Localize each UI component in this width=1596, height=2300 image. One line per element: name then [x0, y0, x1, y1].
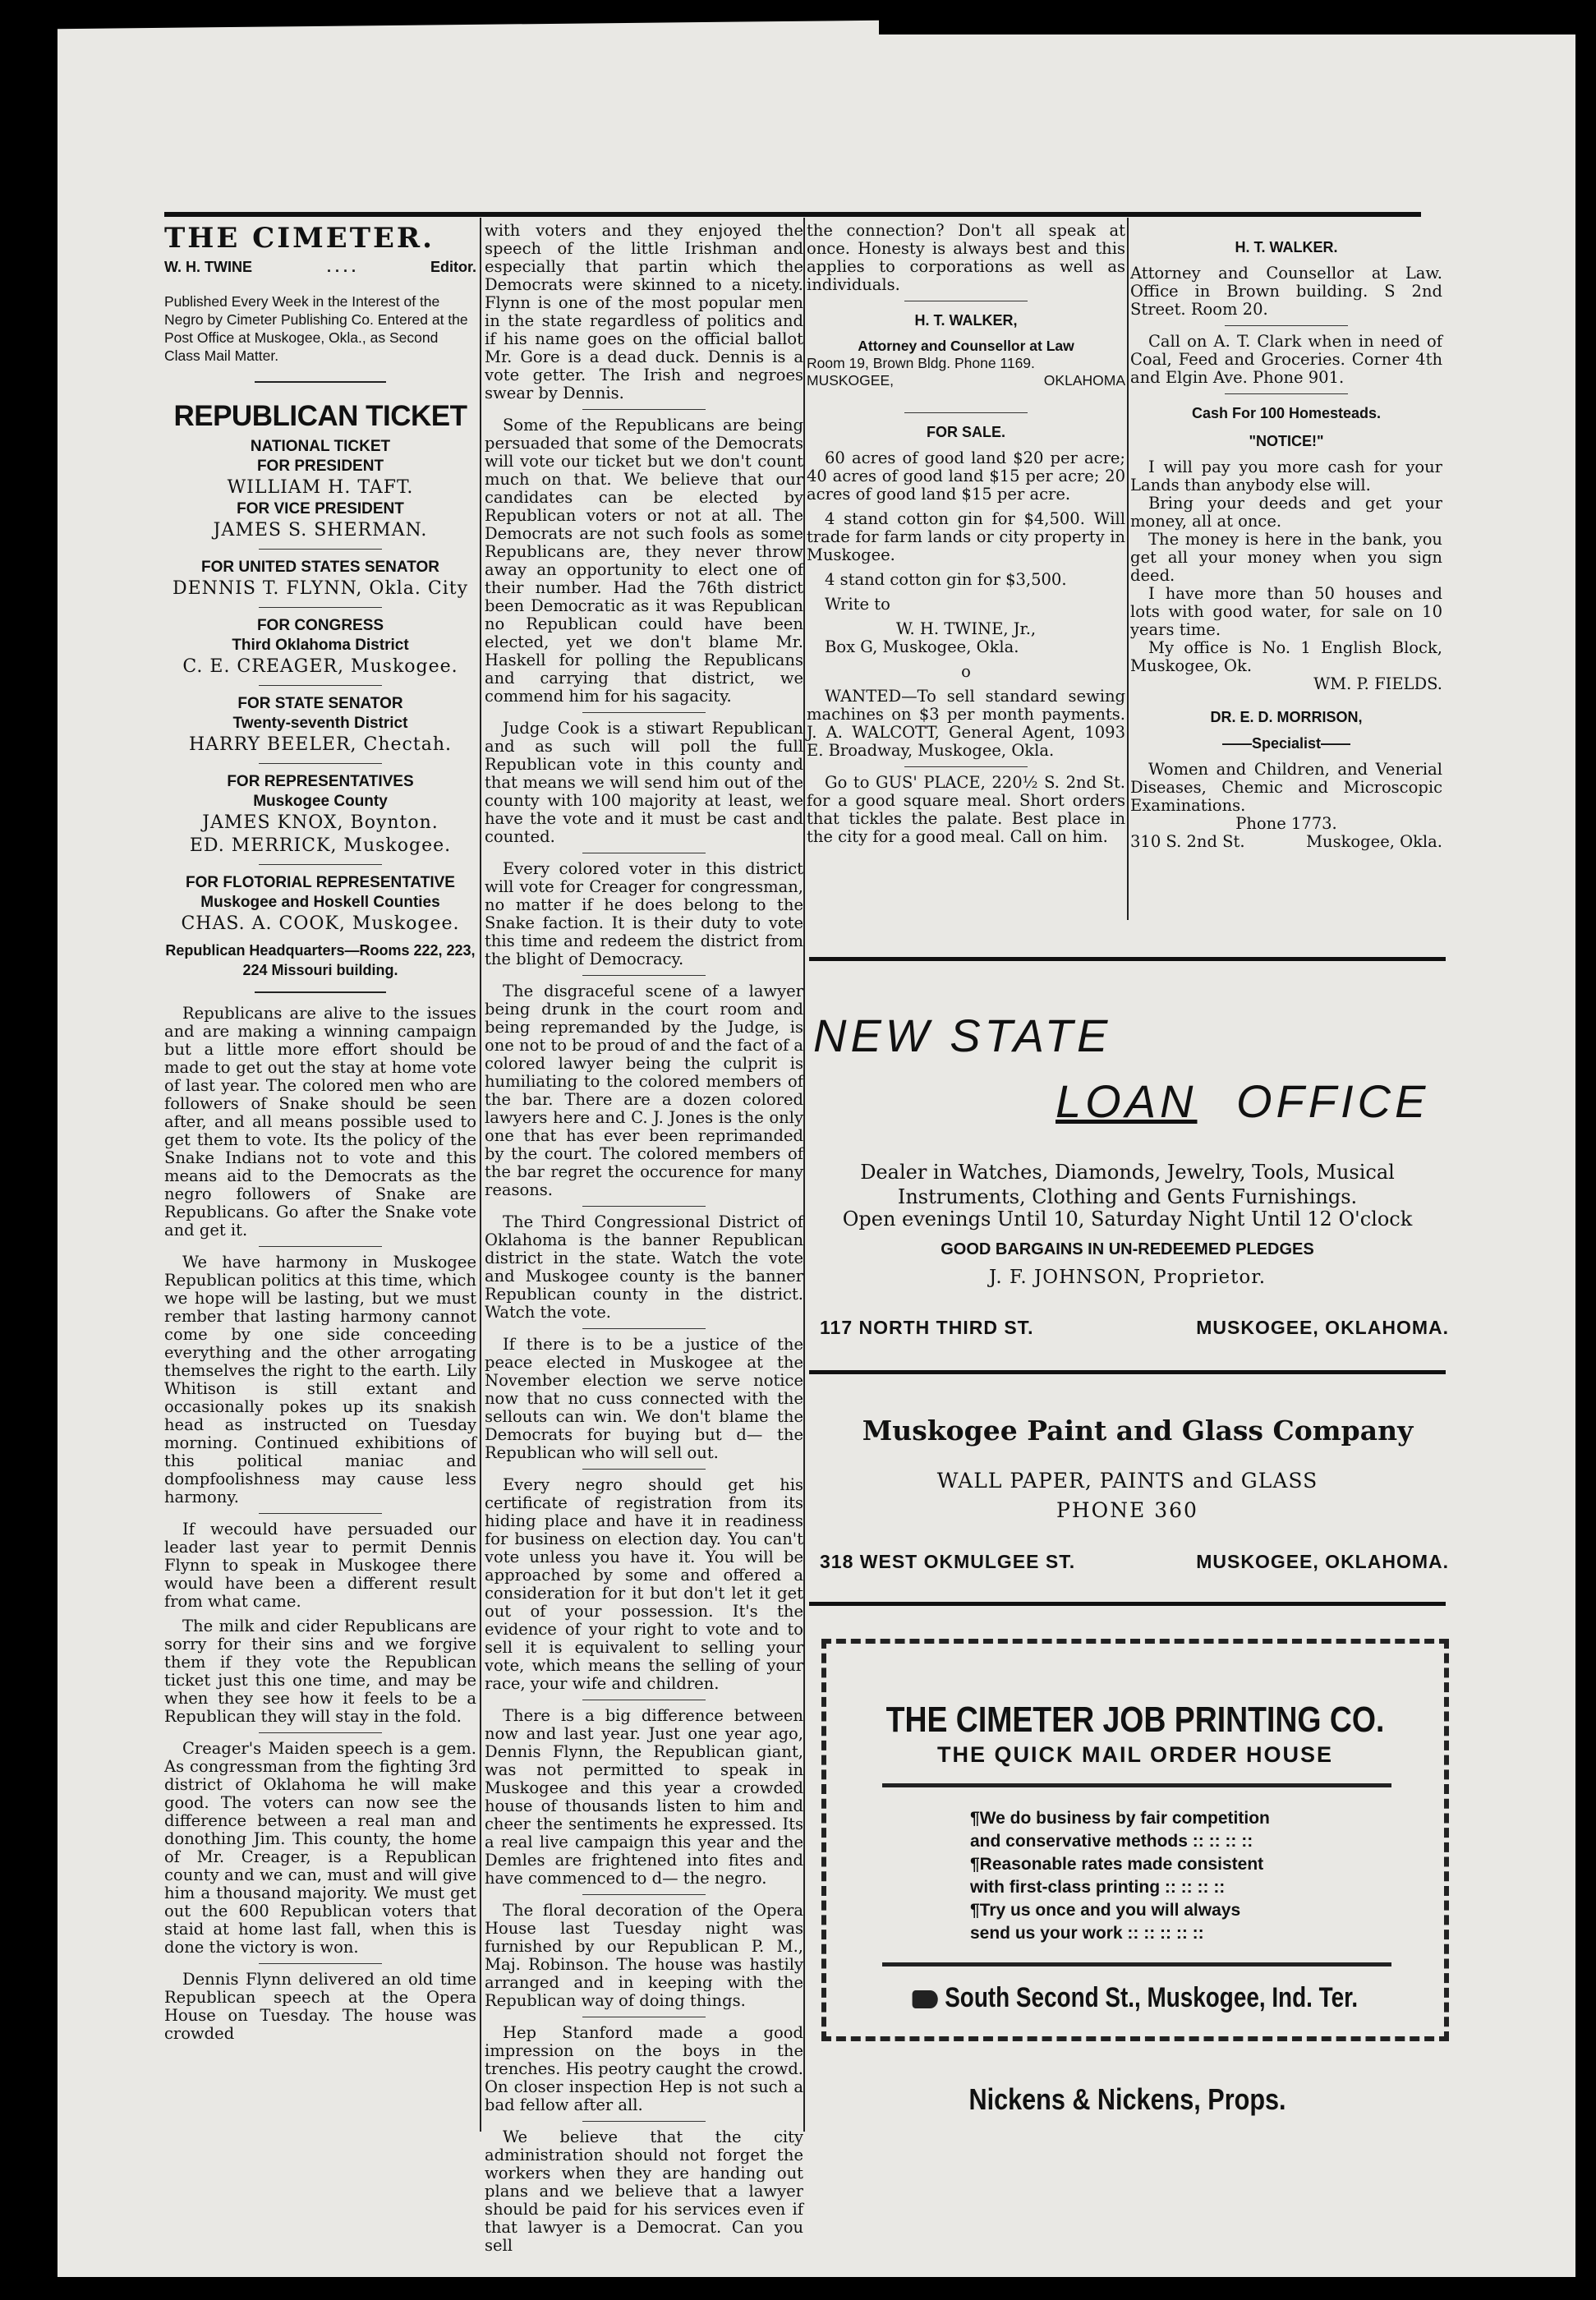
ticket-candidate: C. E. CREAGER, Muskogee. — [182, 656, 458, 677]
printing-ad-subtitle: THE QUICK MAIL ORDER HOUSE — [936, 1742, 1334, 1767]
loan-ad-line: GOOD BARGAINS IN UN-REDEEMED PLEDGES — [941, 1240, 1314, 1258]
divider — [582, 2121, 706, 2122]
specialist-label: ——Specialist—— — [1221, 735, 1351, 752]
article-paragraph: the connection? Don't all speak at once. Honesty is always best and this applies to corporations as well as individuals. — [807, 221, 1125, 294]
paint-ad-city: MUSKOGEE, OKLAHOMA. — [1196, 1551, 1449, 1572]
notice-paragraph: Bring your deeds and get your money, all at once. — [1130, 494, 1442, 531]
loan-ad-title: NEW STATE — [813, 1010, 1112, 1061]
divider — [259, 685, 382, 686]
sale-item: 4 stand cotton gin for $4,500. Will trade for farm lands or city property in Muskogee. — [807, 509, 1125, 564]
printing-ad-item: ¶We do business by fair competition — [970, 1809, 1270, 1828]
ticket-office: FOR CONGRESS — [256, 617, 384, 634]
ticket-candidate: DENNIS T. FLYNN, Okla. City — [172, 578, 469, 599]
divider — [582, 1894, 706, 1895]
paint-ad-line: PHONE 360 — [1056, 1498, 1198, 1522]
article-paragraph: There is a big difference between now and last year. Just one year ago, Dennis Flynn, the Republican giant, was not permitted to speak in Muskogee and this year a crowded house of thousands listen to him and cheer the sentiments he expressed. Its a real live campaign this year and the Demles are frightened into fites and have commenced to d— the negro. — [485, 1706, 803, 1888]
paint-ad-address-row — [820, 1551, 1449, 1573]
loan-ad-address: 117 NORTH THIRD ST. — [820, 1317, 1034, 1338]
article-paragraph: Judge Cook is a stiwart Republican and as such will poll the full Republican vote in this county and that means we will send him out of the county with 100 majority at least, we have the vote and it must be cast and counted. — [485, 719, 803, 846]
divider — [259, 763, 382, 764]
morrison-address: 310 S. 2nd St. — [1130, 832, 1245, 851]
article-paragraph: Some of the Republicans are being persuaded that some of the Democrats will vote our ticket but we don't count much on that. We believe that our candidates can be elected by Republican voters or not at all. The Democrats are not such fools as some Republicans are, they never throw away an opportunity to elect one of their number. Had the 76th district been Democratic as it was Republican no Republican could have been elected, yet we don't blame Mr. Haskell for polling the Republicans and carrying that district, we commend him for his sagacity. — [485, 416, 803, 706]
column-rule — [1127, 218, 1129, 920]
article-paragraph: If there is to be a justice of the peace elected in Muskogee at the November election we serve notice now that no cuss connected with the sellouts can win. We don't blame the Democrats for buying but d— the Republican who will sell out. — [485, 1335, 803, 1462]
walker-ad-city-row — [807, 372, 1125, 389]
ticket-candidate: CHAS. A. COOK, Muskogee. — [181, 913, 460, 934]
divider — [255, 381, 386, 383]
article-paragraph: We have harmony in Muskogee Republican politics at this time, which we hope will be lasting, but we must rember that lasting harmony cannot come by one side conceeding everything and the other arrogating themselves the right to the earth. Lily Whitison is still extant and occasionally pokes up its snakish head as instructed on Tuesday morning. Continued exhibitions of this political maniac and dompfoolishness may cause less harmony. — [164, 1253, 476, 1506]
walker-ad-city: MUSKOGEE, — [807, 372, 894, 389]
article-paragraph: with voters and they enjoyed the speech of the little Irishman and especially that partin which the Democrats were skinned to a nicety. Flynn is one of the most popular men in the state regardless of politics and if his name goes on the official ballot Mr. Gore is a dead duck. Dennis is a vote getter. The Irish and negroes swear by Dennis. — [485, 221, 803, 402]
article-paragraph: Republicans are alive to the issues and are making a winning campaign but a little more effort should be made to get out the stay at home vote of last year. The colored men who are followers of Snake should be seen after, and all means possible used to get them to vote. Its the policy of the Snake Indians not to vote and this means aid to the Democrats as the negro followers of Snake are Republicans. Go after the Snake vote and get it. — [164, 1004, 476, 1240]
morrison-address-row — [1130, 833, 1442, 851]
walker-ad-head: H. T. WALKER. — [1235, 239, 1338, 255]
ad-rule — [809, 1370, 1446, 1374]
ticket-office: FOR VICE PRESIDENT — [237, 500, 404, 518]
ticket-candidate: JAMES S. SHERMAN. — [213, 520, 428, 540]
divider — [259, 1513, 382, 1514]
divider — [582, 409, 706, 410]
article-paragraph: Hep Stanford made a good impression on the boys in the trenches. His peotry caught the crowd. On closer inspection Hep is not such a bad fellow after all. — [485, 2023, 803, 2114]
divider — [255, 991, 386, 993]
cash-ad-head: Cash For 100 Homesteads. — [1191, 405, 1382, 421]
printing-ad-title: THE CIMETER JOB PRINTING CO. — [885, 1700, 1385, 1740]
column-rule — [803, 218, 805, 2132]
ticket-candidate: WILLIAM H. TAFT. — [227, 477, 414, 498]
ticket-candidate: ED. MERRICK, Muskogee. — [189, 835, 452, 856]
loan-ad-line: Open evenings Until 10, Saturday Night Until 12 O'clock — [842, 1208, 1413, 1230]
printing-ad-rule — [882, 1783, 1391, 1787]
article-paragraph: We believe that the city administration should not forget the workers when they are handing out plans and we believe that a lawyer should be paid for his services even if that lawyer is a Democrat. Can you sell — [485, 2128, 803, 2255]
ticket-district: Third Oklahoma District — [232, 637, 409, 654]
divider — [582, 1328, 706, 1329]
morrison-ad-head: DR. E. D. MORRISON, — [1210, 709, 1363, 725]
divider — [582, 1206, 706, 1207]
ad-rule — [809, 957, 1446, 961]
ticket-district: Twenty-seventh District — [232, 715, 408, 732]
divider — [259, 549, 382, 550]
walker-ad-state: OKLAHOMA — [1043, 372, 1125, 389]
notice-paragraph: I have more than 50 houses and lots with good water, for sale on 10 years time. — [1130, 584, 1442, 639]
printing-ad-rule — [882, 1962, 1391, 1966]
divider — [259, 1246, 382, 1247]
morrison-ad-text: Women and Children, and Venerial Diseases, Chemic and Microscopic Examinations. — [1130, 760, 1442, 815]
article-paragraph: The Third Congressional District of Oklahoma is the banner Republican district in the state. Watch the vote and Muskogee county is the banner Republican county in the district. Watch the vote. — [485, 1212, 803, 1322]
paint-ad-address: 318 WEST OKMULGEE ST. — [820, 1551, 1076, 1572]
ticket-national: NATIONAL TICKET — [250, 438, 391, 455]
fields-signature: WM. P. FIELDS. — [1313, 674, 1442, 693]
column-4 — [1130, 222, 1442, 928]
article-paragraph: If wecould have persuaded our leader last year to permit Dennis Flynn to speak in Muskogee there would have been a different result from what came. — [164, 1520, 476, 1611]
walker-ad-text: Attorney and Counsellor at Law. Office in Brown building. S 2nd Street. Room 20. — [1130, 264, 1442, 319]
editor-label: Editor. — [430, 259, 476, 275]
notice-paragraph: My office is No. 1 English Block, Muskogee, Ok. — [1130, 638, 1442, 675]
divider — [904, 412, 1028, 413]
ticket-office: FOR REPRESENTATIVES — [227, 773, 414, 790]
ticket-candidate: JAMES KNOX, Boynton. — [202, 812, 439, 833]
divider — [582, 1469, 706, 1470]
sale-write: Write to — [825, 595, 890, 614]
divider — [582, 975, 706, 976]
loan-ad-title: OFFICE — [1236, 1075, 1430, 1127]
sale-name: W. H. TWINE, Jr., — [895, 619, 1037, 638]
column-3 — [807, 222, 1125, 936]
walker-ad-head: H. T. WALKER, — [914, 312, 1018, 329]
editor-name: W. H. TWINE — [164, 259, 252, 275]
loan-ad-address-row — [820, 1317, 1449, 1339]
ticket-district: Muskogee and Hoskell Counties — [200, 894, 440, 911]
paint-ad-title: Muskogee Paint and Glass Company — [862, 1414, 1414, 1447]
loan-ad-city: MUSKOGEE, OKLAHOMA. — [1196, 1317, 1449, 1338]
printing-ad-item: ¶Reasonable rates made consistent — [970, 1855, 1264, 1874]
pointing-hand-icon — [913, 1990, 938, 2008]
loan-ad-line: Dealer in Watches, Diamonds, Jewelry, Tools, Musical Instruments, Clothing and Gents Furnishings. — [860, 1161, 1395, 1208]
divider — [259, 1963, 382, 1964]
divider — [904, 766, 1028, 767]
headquarters-note: Republican Headquarters—Rooms 222, 223, 224 Missouri building. — [165, 942, 476, 978]
notice-paragraph: I will pay you more cash for your Lands than anybody else will. — [1130, 458, 1442, 494]
printing-ad-address-row — [882, 1982, 1389, 2014]
sale-item: 4 stand cotton gin for $3,500. — [825, 570, 1067, 589]
gus-ad: Go to GUS' PLACE, 220½ S. 2nd St. for a good square meal. Short orders that tickles the palate. Best place in the city for a good meal. Call on him. — [807, 773, 1125, 846]
printing-ad-item: send us your work :: :: :: :: :: — [970, 1924, 1204, 1943]
divider — [1225, 393, 1348, 394]
ad-rule — [809, 1602, 1446, 1606]
loan-ad-line: J. F. JOHNSON, Proprietor. — [988, 1267, 1267, 1288]
article-paragraph: The disgraceful scene of a lawyer being drunk in the court room and being repremanded by the Judge, is one not to be proud of and the fact of a colored lawyer being the culprit is humiliating to the colored members of the bar. There are a dozen colored lawyers here and C. J. Jones is the only one that has ever been reprimanded by the court. The colored members of the bar regret the occurence for many reasons. — [485, 982, 803, 1199]
masthead-title: THE CIMETER. — [164, 222, 435, 255]
notice-head: "NOTICE!" — [1249, 433, 1324, 449]
ticket-office: FOR PRESIDENT — [256, 458, 384, 475]
article-paragraph: Every negro should get his certificate of registration from its hiding place and have it in readiness for business on election day. You can't vote unless you have it. You will be approached by some and offered a consideration for it but don't let it get out of your possession. It's the evidence of your right to vote and to sell it is equivalent to selling your vote, which means the selling of your race, your wife and children. — [485, 1475, 803, 1693]
ornament-divider: o — [961, 662, 971, 681]
paint-ad-line: WALL PAPER, PAINTS and GLASS — [936, 1469, 1318, 1493]
article-paragraph: The floral decoration of the Opera House last Tuesday night was furnished by our Republican P. M., Maj. Robinson. The house was hastily arranged and in keeping with the Republican way of doing things. — [485, 1901, 803, 2010]
printing-ad-item: ¶Try us once and you will always — [970, 1901, 1241, 1920]
article-paragraph: The milk and cider Republicans are sorry for their sins and we forgive them if they vote the Republican ticket just this one time, and may be when they see how it feels to be a Republican they will stay in the fold. — [164, 1617, 476, 1726]
printing-ad-item: with first-class printing :: :: :: :: — [970, 1878, 1226, 1897]
ticket-office: FOR UNITED STATES SENATOR — [201, 559, 439, 576]
publication-notice: Published Every Week in the Interest of the Negro by Cimeter Publishing Co. Entered at the Post Office at Muskogee, Okla., as Second Class Mail Matter. — [164, 293, 468, 364]
walker-ad-line: Room 19, Brown Bldg. Phone 1169. — [807, 355, 1035, 371]
printing-ad-box — [821, 1639, 1449, 2041]
divider — [259, 864, 382, 865]
column-1 — [164, 222, 476, 2128]
morrison-city: Muskogee, Okla. — [1306, 832, 1442, 851]
ticket-title: REPUBLICAN TICKET — [173, 400, 467, 432]
column-2 — [485, 221, 803, 2255]
ticket-office: FOR FLOTORIAL REPRESENTATIVE — [186, 874, 455, 891]
article-paragraph: Creager's Maiden speech is a gem. As congressman from the fighting 3rd district of Oklahoma he will make good. The voters can now see the difference between a real man and donothing Jim. This county, the home of Mr. Creager, is a Republican county and we can, must and will give him a thousand majority. We must get out the 600 Republican voters that staid at home last fall, when this is done the victory is won. — [164, 1739, 476, 1957]
divider — [259, 1732, 382, 1733]
clark-ad: Call on A. T. Clark when in need of Coal, Feed and Groceries. Corner 4th and Elgin Ave. Phone 901. — [1130, 332, 1442, 387]
divider — [582, 712, 706, 713]
sale-box: Box G, Muskogee, Okla. — [825, 637, 1019, 656]
ticket-office: FOR STATE SENATOR — [237, 695, 403, 712]
sale-ad-head: FOR SALE. — [926, 424, 1005, 440]
printing-ad-address: South Second St., Muskogee, Ind. Ter. — [945, 1982, 1359, 2013]
top-rule — [164, 212, 1421, 217]
wanted-ad: WANTED—To sell standard sewing machines on $3 per month payments. J. A. WALCOTT, General Agent, 1093 E. Broadway, Muskogee, Okla. — [807, 687, 1125, 760]
printing-ad-list — [970, 1808, 1315, 1946]
article-paragraph: Dennis Flynn delivered an old time Republican speech at the Opera House on Tuesday. The house was crowded — [164, 1970, 476, 2043]
editor-dots: . . . . — [326, 259, 356, 275]
divider — [1225, 325, 1348, 326]
notice-paragraph: The money is here in the bank, you get all your money when you sign deed. — [1130, 530, 1442, 585]
divider — [259, 607, 382, 608]
loan-ad-title: LOAN — [1056, 1075, 1198, 1127]
ticket-candidate: HARRY BEELER, Chectah. — [188, 734, 452, 755]
printing-ad-props: Nickens & Nickens, Props. — [968, 2082, 1286, 2116]
morrison-phone: Phone 1773. — [1235, 814, 1337, 833]
sale-item: 60 acres of good land $20 per acre; 40 acres of good land $15 per acre; 20 acres of good land $15 per acre. — [807, 448, 1125, 504]
column-rule — [480, 218, 481, 2132]
article-paragraph: Every colored voter in this district will vote for Creager for congressman, no matter if he does belong to the Snake faction. It is their duty to vote this time and redeem the district from the blight of Democracy. — [485, 859, 803, 968]
printing-ad-item: and conservative methods :: :: :: :: — [970, 1832, 1253, 1851]
walker-ad-line: Attorney and Counsellor at Law — [858, 338, 1074, 354]
editor-line — [164, 258, 476, 276]
ticket-district: Muskogee County — [253, 793, 388, 810]
